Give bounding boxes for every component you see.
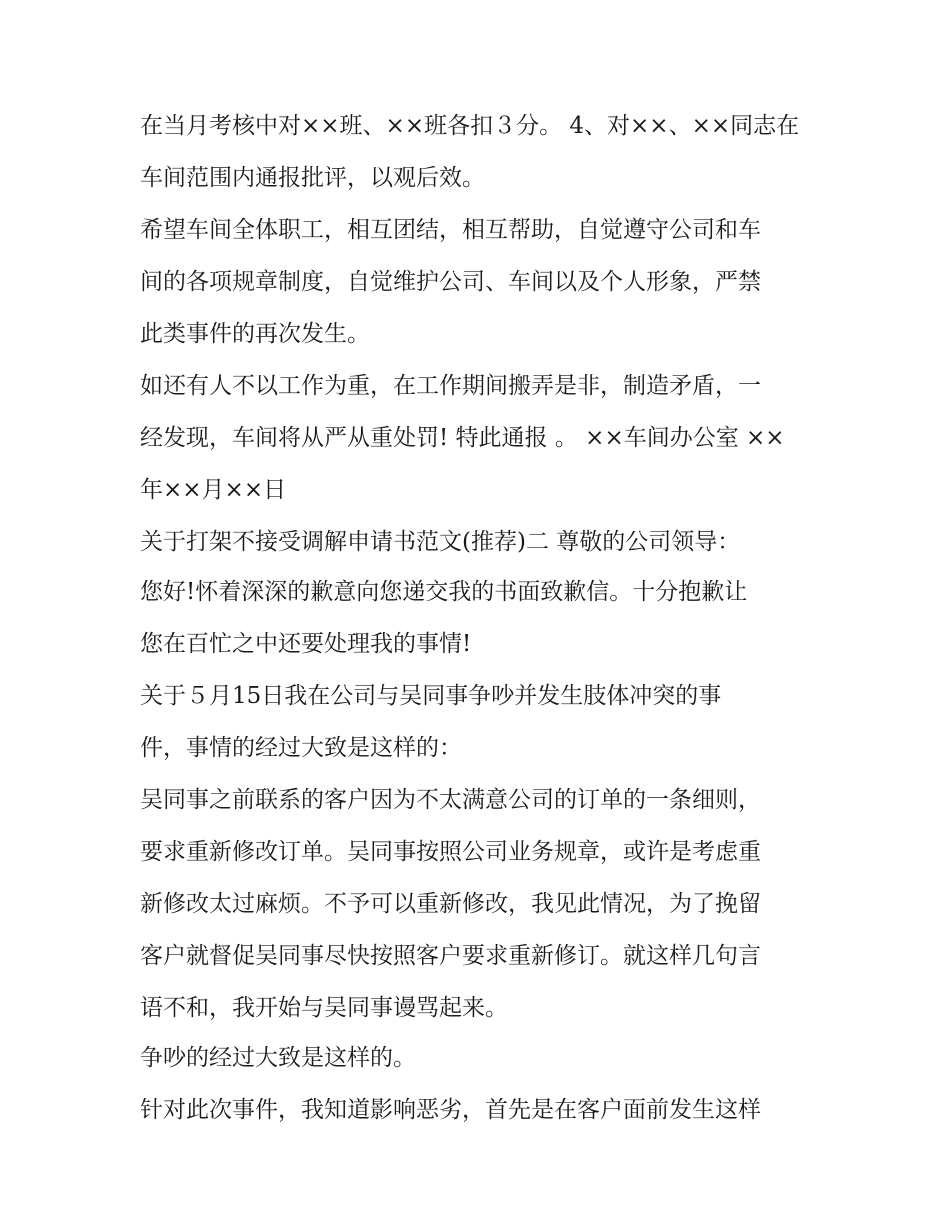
text-line: 希望车间全体职工，相互团结，相互帮助，自觉遵守公司和车 bbox=[140, 217, 761, 243]
text-line: 吴同事之前联系的客户因为不太满意公司的订单的一条细则， bbox=[140, 787, 761, 813]
text-line: 此类事件的再次发生。 bbox=[140, 321, 370, 347]
text-line: 关于打架不接受调解申请书范文(推荐)二 尊敬的公司领导： bbox=[140, 529, 741, 555]
text-line: 年××月××日 bbox=[140, 477, 287, 503]
text-line: 语不和，我开始与吴同事谩骂起来。 bbox=[140, 995, 508, 1021]
text-line: 经发现，车间将从严从重处罚! 特此通报 。 ××车间办公室 ×× bbox=[140, 425, 785, 451]
text-line: 针对此次事件，我知道影响恶劣，首先是在客户面前发生这样 bbox=[140, 1097, 761, 1123]
text-line: 争吵的经过大致是这样的。 bbox=[140, 1045, 416, 1071]
text-line: 您好!怀着深深的歉意向您递交我的书面致歉信。十分抱歉让 bbox=[140, 579, 748, 605]
text-line: 新修改太过麻烦。不予可以重新修改，我见此情况，为了挽留 bbox=[140, 891, 761, 917]
text-line: 客户就督促吴同事尽快按照客户要求重新修订。就这样几句言 bbox=[140, 943, 761, 969]
text-line: 关于５月15日我在公司与吴同事争吵并发生肢体冲突的事 bbox=[140, 683, 722, 709]
text-line: 您在百忙之中还要处理我的事情! bbox=[140, 631, 472, 657]
text-line: 车间范围内通报批评，以观后效。 bbox=[140, 165, 485, 191]
text-line: 件，事情的经过大致是这样的： bbox=[140, 735, 462, 761]
text-line: 在当月考核中对××班、××班各扣３分。 4、对××、××同志在 bbox=[140, 113, 800, 139]
text-line: 要求重新修改订单。吴同事按照公司业务规章，或许是考虑重 bbox=[140, 839, 761, 865]
text-line: 如还有人不以工作为重，在工作期间搬弄是非，制造矛盾，一 bbox=[140, 373, 761, 399]
text-line: 间的各项规章制度，自觉维护公司、车间以及个人形象，严禁 bbox=[140, 269, 761, 295]
